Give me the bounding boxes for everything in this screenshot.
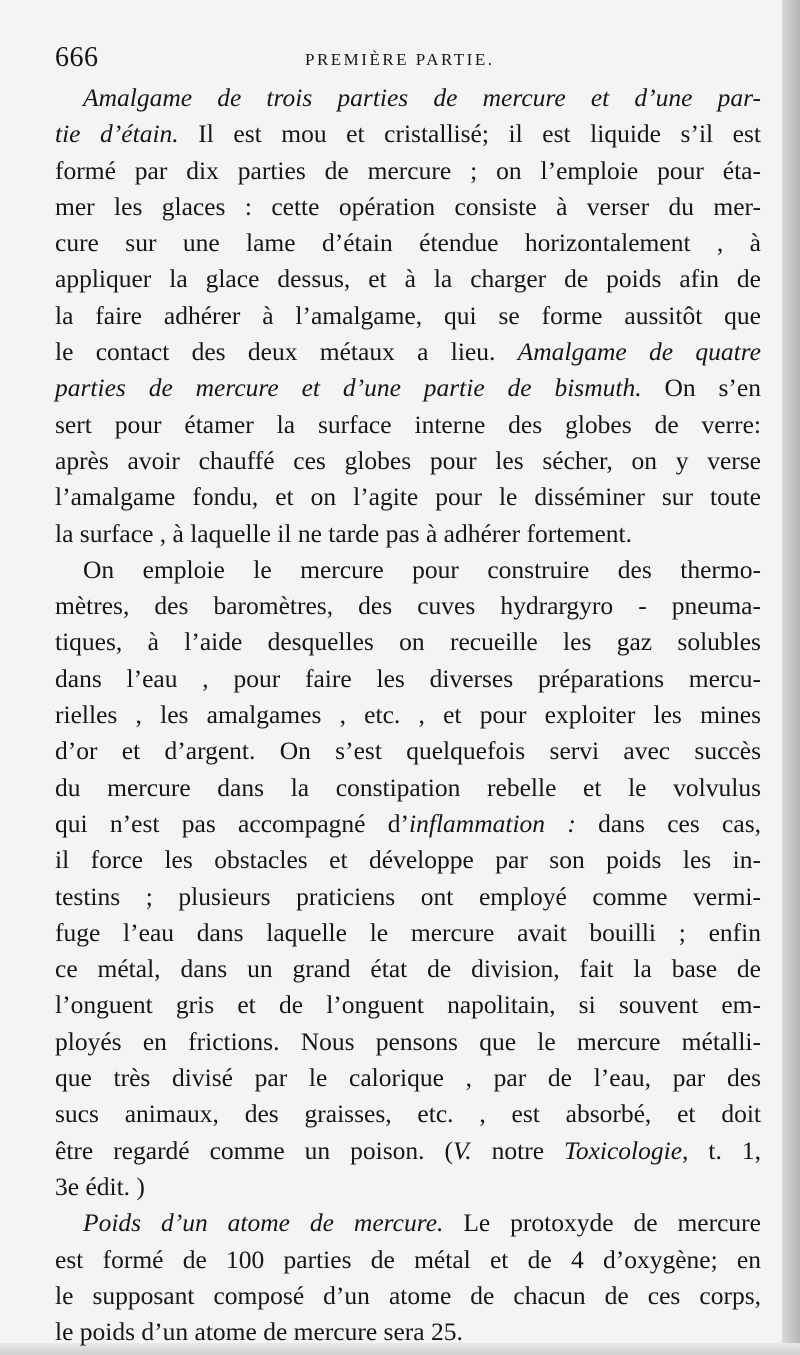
- italic-text: parties de mercure et d’une partie de bismuth.: [55, 373, 642, 403]
- text-segment: le supposant composé d’un atome de chacun de ces corps,: [55, 1280, 761, 1310]
- text-line: [55, 1096, 761, 1132]
- italic-text: Amalgame de trois parties de mercure et d’une par-: [83, 83, 761, 112]
- running-head: PREMIÈRE PARTIE.: [305, 50, 495, 69]
- text-line: [55, 915, 761, 951]
- text-segment: fuge l’eau dans laquelle le mercure avait bouilli ; enfin: [55, 917, 761, 947]
- text-line: [55, 116, 761, 152]
- text-line: [55, 1242, 761, 1278]
- text-line: [55, 879, 761, 915]
- text-line: [55, 806, 761, 842]
- text-line: [55, 770, 761, 806]
- text-segment: mer les glaces : cette opération consiste à verser du mer-: [55, 191, 761, 221]
- italic-text: Amalgame de quatre: [517, 337, 761, 367]
- text-segment: du mercure dans la constipation rebelle et le volvulus: [55, 772, 761, 802]
- text-segment: appliquer la glace dessus, et à la charger de poids afin de: [55, 264, 761, 294]
- page-header: [55, 42, 760, 78]
- text-segment: qui n’est pas accompagné d’: [55, 808, 410, 838]
- text-segment: ployés en frictions. Nous pensons que le mercure métalli-: [55, 1026, 761, 1056]
- text-line: [55, 552, 761, 588]
- page-edge-shadow: [782, 0, 800, 1355]
- text-line: [55, 1169, 761, 1205]
- text-line: [55, 987, 761, 1023]
- text-segment: l’onguent gris et de l’onguent napolitain, si souvent em-: [55, 990, 761, 1020]
- text-line: [55, 951, 761, 987]
- text-line: [55, 261, 761, 297]
- text-segment: le poids d’un atome de mercure sera 25.: [55, 1317, 463, 1347]
- text-line: [55, 661, 761, 697]
- italic-text: inflammation :: [409, 808, 576, 838]
- text-line: [55, 733, 761, 769]
- text-line: [55, 1133, 761, 1169]
- text-line: [55, 189, 761, 225]
- text-line: [55, 1278, 761, 1314]
- text-segment: On s’en: [641, 373, 761, 403]
- text-line: [55, 298, 761, 334]
- text-segment: dans l’eau , pour faire les diverses préparations mercu-: [55, 663, 761, 693]
- page-number: 666: [55, 42, 99, 73]
- text-segment: la faire adhérer à l’amalgame, qui se forme aussitôt que: [55, 300, 761, 330]
- text-line: [55, 842, 761, 878]
- text-segment: ce métal, dans un grand état de division, fait la base de: [55, 954, 761, 984]
- body-text: [55, 80, 761, 1350]
- italic-text: Toxicologie,: [564, 1135, 689, 1165]
- text-segment: formé par dix parties de mercure ; on l’emploie pour éta-: [55, 155, 761, 185]
- text-segment: sert pour étamer la surface interne des globes de verre:: [55, 409, 761, 439]
- text-line: [55, 1060, 761, 1096]
- text-segment: On emploie le mercure pour construire des thermo-: [83, 554, 761, 584]
- text-line: [55, 516, 761, 552]
- text-line: [55, 80, 761, 116]
- text-segment: dans ces cas,: [575, 808, 761, 838]
- text-line: [55, 443, 761, 479]
- italic-text: tie d’étain.: [55, 119, 179, 149]
- text-segment: Il est mou et cristallisé; il est liquide s’il est: [178, 119, 762, 149]
- text-line: [55, 697, 761, 733]
- text-segment: testins ; plusieurs praticiens ont employé comme vermi-: [55, 881, 761, 911]
- text-segment: tiques, à l’aide desquelles on recueille les gaz solubles: [55, 627, 761, 657]
- text-line: [55, 624, 761, 660]
- text-segment: Le protoxyde de mercure: [443, 1208, 761, 1238]
- text-line: [55, 479, 761, 515]
- text-segment: est formé de 100 parties de métal et de 4 d’oxygène; en: [55, 1244, 761, 1274]
- text-line: [55, 1314, 761, 1350]
- text-segment: d’or et d’argent. On s’est quelquefois servi avec succès: [55, 736, 761, 766]
- text-segment: sucs animaux, des graisses, etc. , est absorbé, et doit: [55, 1099, 761, 1129]
- text-segment: notre: [471, 1135, 564, 1165]
- text-line: [55, 153, 761, 189]
- text-line: [55, 1024, 761, 1060]
- italic-text: V.: [452, 1135, 472, 1165]
- text-segment: il force les obstacles et développe par son poids les in-: [55, 845, 761, 875]
- text-segment: la surface , à laquelle il ne tarde pas à adhérer fortement.: [55, 518, 632, 548]
- text-segment: mètres, des baromètres, des cuves hydrargyro - pneuma-: [55, 591, 761, 621]
- text-segment: l’amalgame fondu, et on l’agite pour le disséminer sur toute: [55, 482, 761, 512]
- text-line: [55, 1205, 761, 1241]
- text-line: [55, 588, 761, 624]
- text-segment: rielles , les amalgames , etc. , et pour exploiter les mines: [55, 700, 761, 730]
- text-segment: 3e édit. ): [55, 1171, 145, 1201]
- text-line: [55, 370, 761, 406]
- text-segment: le contact des deux métaux a lieu.: [55, 337, 518, 367]
- italic-text: Poids d’un atome de mercure.: [83, 1208, 444, 1238]
- text-segment: être regardé comme un poison. (: [55, 1135, 453, 1165]
- text-line: [55, 407, 761, 443]
- text-segment: que très divisé par le calorique , par de l’eau, par des: [55, 1063, 761, 1093]
- text-segment: après avoir chauffé ces globes pour les sécher, on y verse: [55, 445, 761, 475]
- text-segment: t. 1,: [688, 1135, 761, 1165]
- text-line: [55, 334, 761, 370]
- text-line: [55, 225, 761, 261]
- text-segment: cure sur une lame d’étain étendue horizontalement , à: [55, 228, 761, 258]
